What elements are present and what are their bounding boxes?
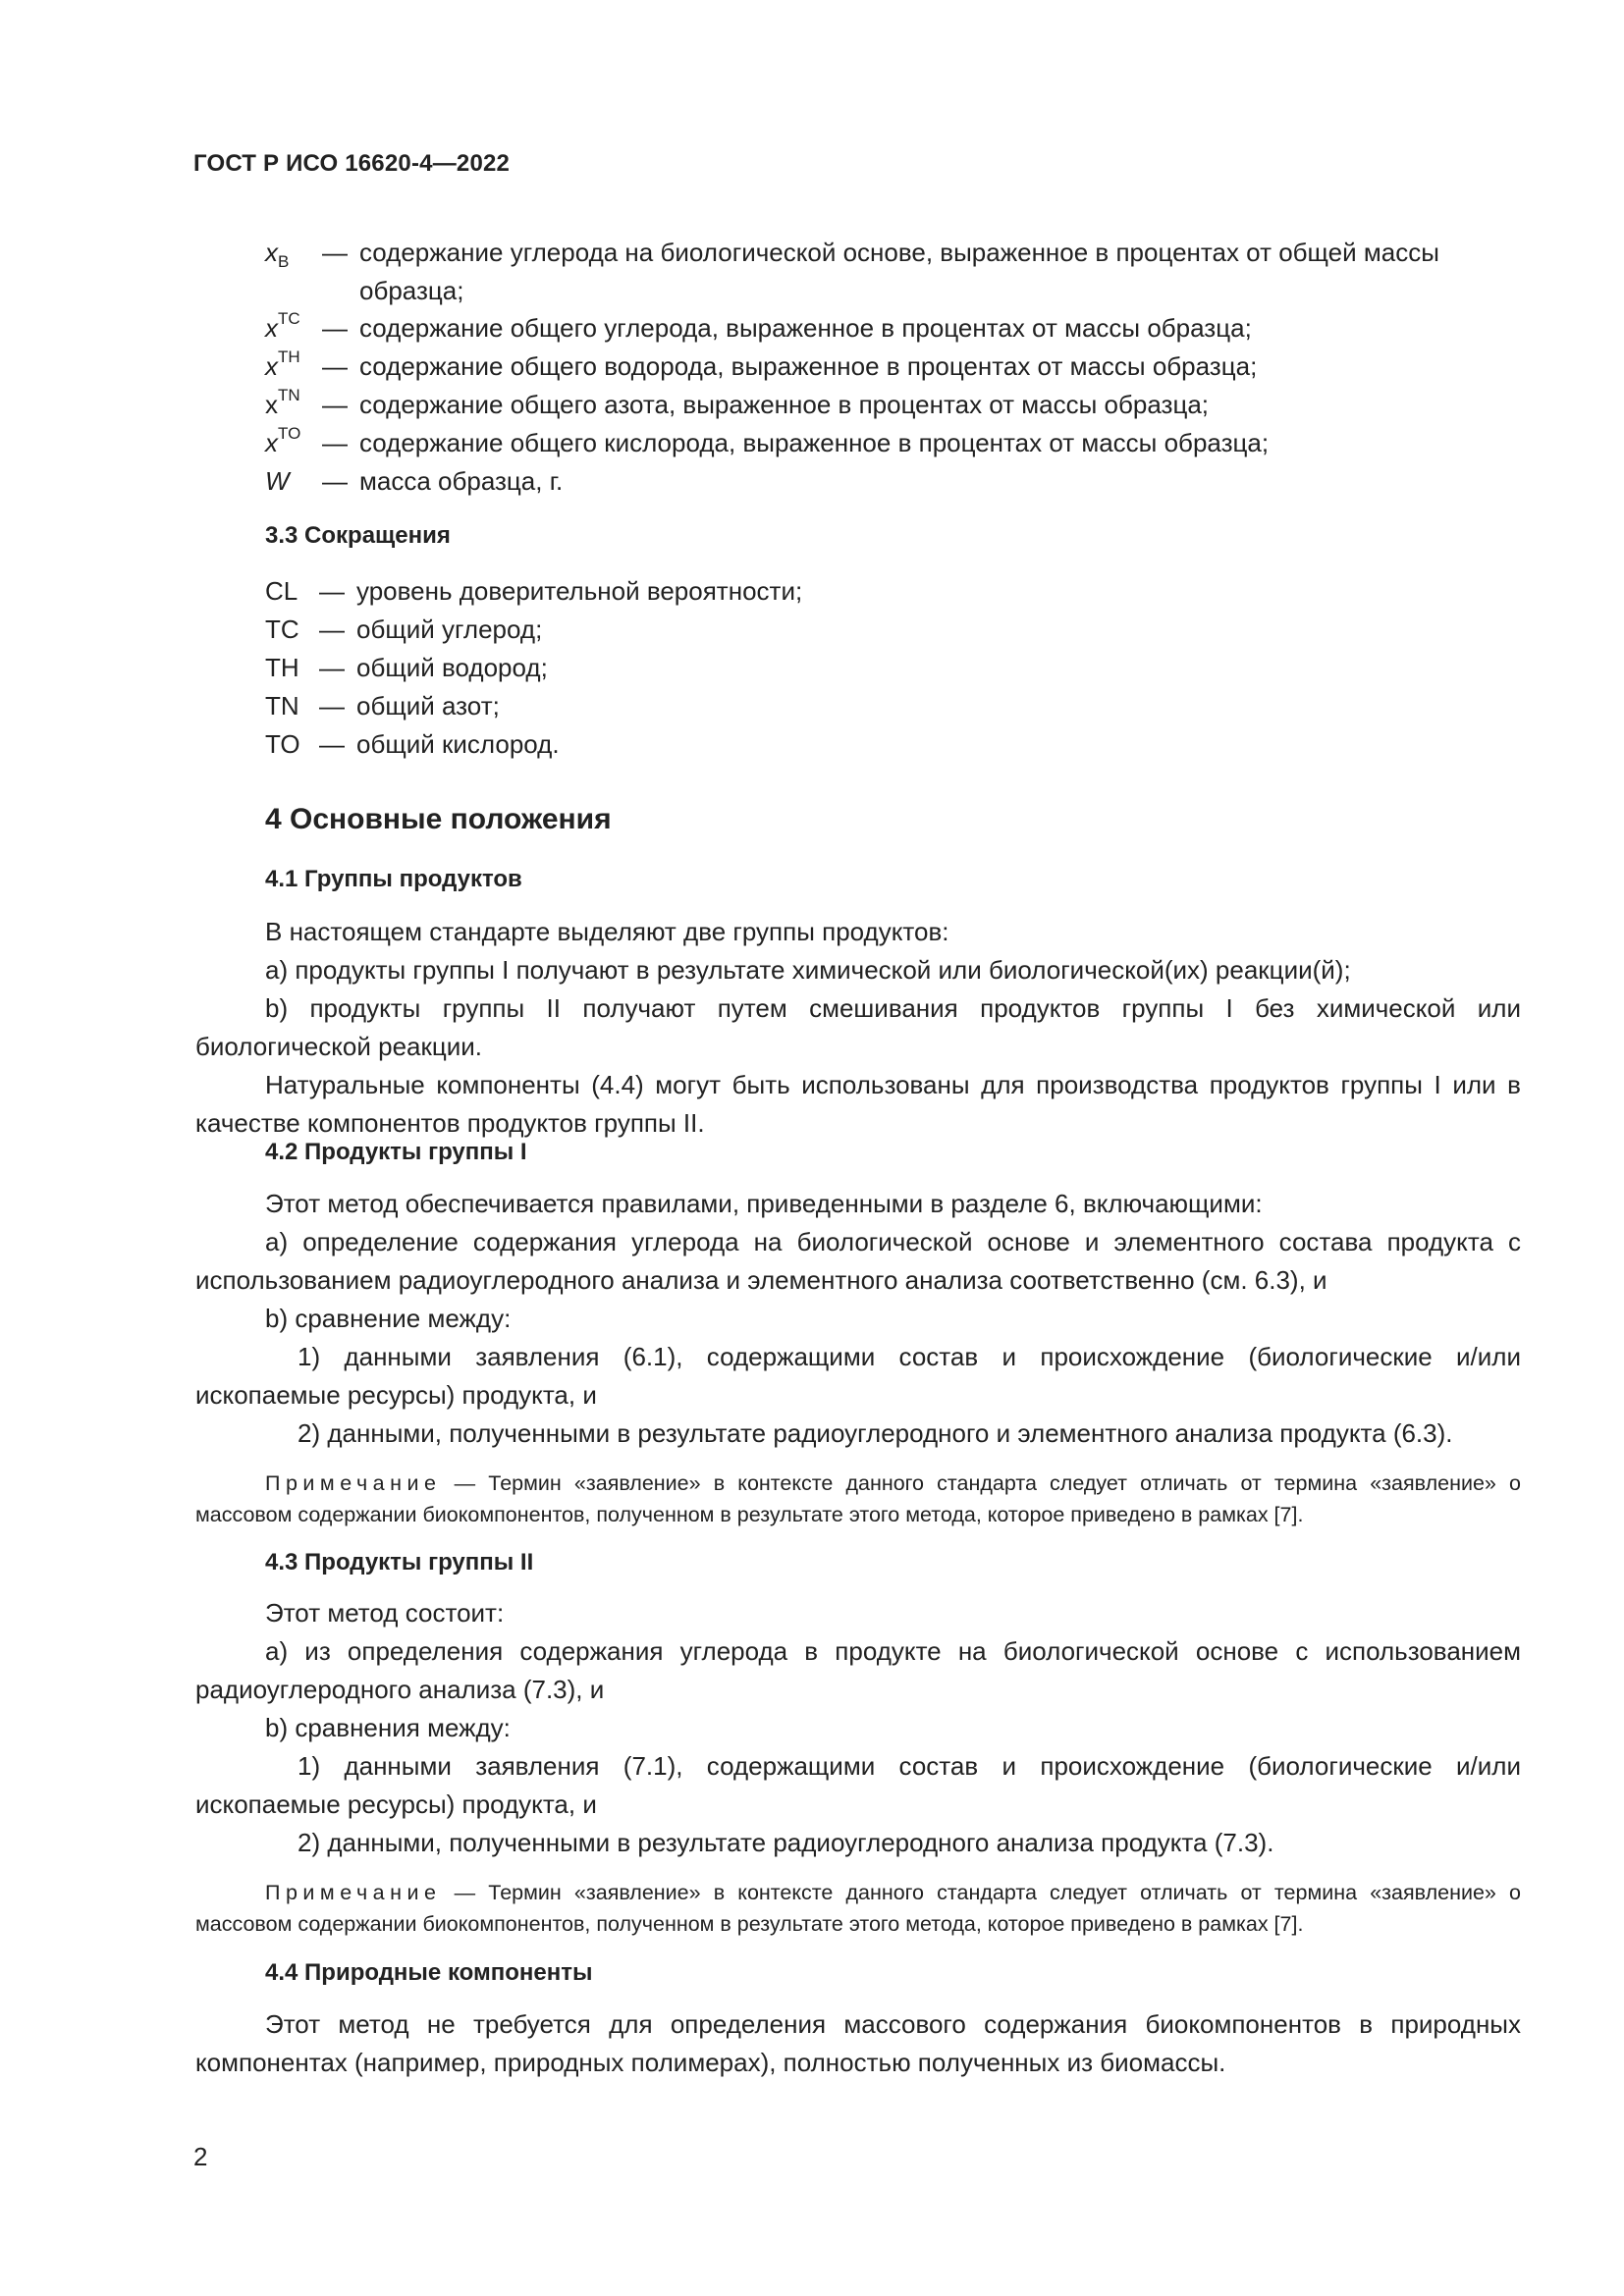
symbol-entry: $x^{TH}$ — содержание общего водорода, выраженное в процентах от массы образца;	[265, 347, 1532, 386]
symbol-description: содержание общего углерода, выраженное в процентах от массы образца;	[359, 313, 1252, 343]
symbol-description: содержание общего кислорода, выраженное в процентах от массы образца;	[359, 428, 1270, 457]
paragraph: 1) данными заявления (7.1), содержащими состав и происхождение (биологические и/или ископаемые ресурсы) продукта, и	[195, 1751, 1521, 1819]
paragraph: 1) данными заявления (6.1), содержащими состав и происхождение (биологические и/или ископаемые ресурсы) продукта, и	[195, 1342, 1521, 1410]
paragraph: В настоящем стандарте выделяют две группы продуктов:	[265, 917, 949, 946]
symbol-entry: $x^{TN}$ — содержание общего азота, выраженное в процентах от массы образца;	[265, 386, 1532, 424]
abbreviation-entry: TO — общий кислород.	[265, 729, 560, 759]
symbol-entry: W — масса образца, г.	[265, 462, 1532, 501]
symbol-term: $x^{TO}$	[265, 424, 301, 457]
abbreviation-entry: CL — уровень доверительной вероятности;	[265, 576, 803, 606]
section-4-1-title: 4.1 Группы продуктов	[265, 866, 522, 892]
paragraph: Натуральные компоненты (4.4) могут быть использованы для производства продуктов группы I или в качестве компонентов продуктов группы II.	[195, 1070, 1521, 1138]
abbreviation-entry: TH — общий водород;	[265, 653, 548, 682]
abbreviation-entry: TN — общий азот;	[265, 691, 500, 721]
symbol-entry: $x^{TC}$ — содержание общего углерода, выраженное в процентах от массы образца;	[265, 309, 1532, 347]
note-text: — Термин «заявление» в контексте данного стандарта следует отличать от термина «заявление» о массовом содержании биокомпонентов, полученном в результате этого метода, которое приведено в рамках [7].	[195, 1881, 1521, 1936]
symbol-term: $x_B$	[265, 238, 290, 272]
paragraph: Этот метод обеспечивается правилами, приведенными в разделе 6, включающими:	[265, 1189, 1263, 1218]
symbol-entry: $x_B$ — содержание углерода на биологической основе, выраженное в процентах от общей массы образца;	[265, 234, 1532, 310]
paragraph: b) сравнения между:	[265, 1713, 511, 1742]
paragraph: a) из определения содержания углерода в продукте на биологической основе с использованием радиоуглеродного анализа (7.3), и	[195, 1636, 1521, 1704]
paragraph: 2) данными, полученными в результате радиоуглеродного и элементного анализа продукта (6.3).	[298, 1418, 1453, 1448]
symbol-term: $x^{TH}$	[265, 347, 300, 381]
note-text: — Термин «заявление» в контексте данного стандарта следует отличать от термина «заявление» о массовом содержании биокомпонентов, полученном в результате этого метода, которое приведено в рамках [7].	[195, 1471, 1521, 1526]
section-4-title: 4 Основные положения	[265, 803, 612, 835]
paragraph: 2) данными, полученными в результате радиоуглеродного анализа продукта (7.3).	[298, 1828, 1274, 1857]
paragraph: Этот метод состоит:	[265, 1598, 505, 1628]
paragraph: a) продукты группы I получают в результате химической или биологической(их) реакции(й);	[265, 955, 1351, 985]
section-3-3-title: 3.3 Сокращения	[265, 522, 451, 549]
paragraph: b) сравнение между:	[265, 1304, 512, 1333]
paragraph: b) продукты группы II получают путем смешивания продуктов группы I без химической или биологической реакции.	[195, 993, 1521, 1061]
paragraph: Этот метод не требуется для определения массового содержания биокомпонентов в природных компонентах (например, природных полимерах), полностью полученных из биомассы.	[195, 2009, 1521, 2077]
symbol-description: масса образца, г.	[359, 466, 564, 496]
section-4-3-title: 4.3 Продукты группы II	[265, 1549, 534, 1575]
abbreviation-entry: TC — общий углерод;	[265, 614, 543, 644]
symbol-description: содержание углерода на биологической основе, выраженное в процентах от общей массы образца;	[359, 238, 1439, 305]
note-label: Примечание	[265, 1881, 442, 1904]
section-4-4-title: 4.4 Природные компоненты	[265, 1959, 593, 1986]
symbol-term: W	[265, 466, 290, 496]
note-label: Примечание	[265, 1471, 442, 1495]
symbol-description: содержание общего азота, выраженное в процентах от массы образца;	[359, 390, 1210, 419]
section-4-2-title: 4.2 Продукты группы I	[265, 1139, 527, 1165]
symbol-term: $x^{TN}$	[265, 386, 300, 419]
document-header: ГОСТ Р ИСО 16620-4—2022	[193, 150, 511, 177]
symbol-entry: $x^{TO}$ — содержание общего кислорода, выраженное в процентах от массы образца;	[265, 424, 1532, 462]
page-number: 2	[193, 2142, 208, 2171]
symbol-description: содержание общего водорода, выраженное в процентах от массы образца;	[359, 351, 1258, 381]
note	[195, 1877, 1521, 1940]
note	[195, 1468, 1521, 1530]
symbol-term: $x^{TC}$	[265, 309, 300, 343]
paragraph: a) определение содержания углерода на биологической основе и элементного состава продукта с использованием радиоуглеродного анализа и элементного анализа соответственно (см. 6.3), и	[195, 1227, 1521, 1295]
